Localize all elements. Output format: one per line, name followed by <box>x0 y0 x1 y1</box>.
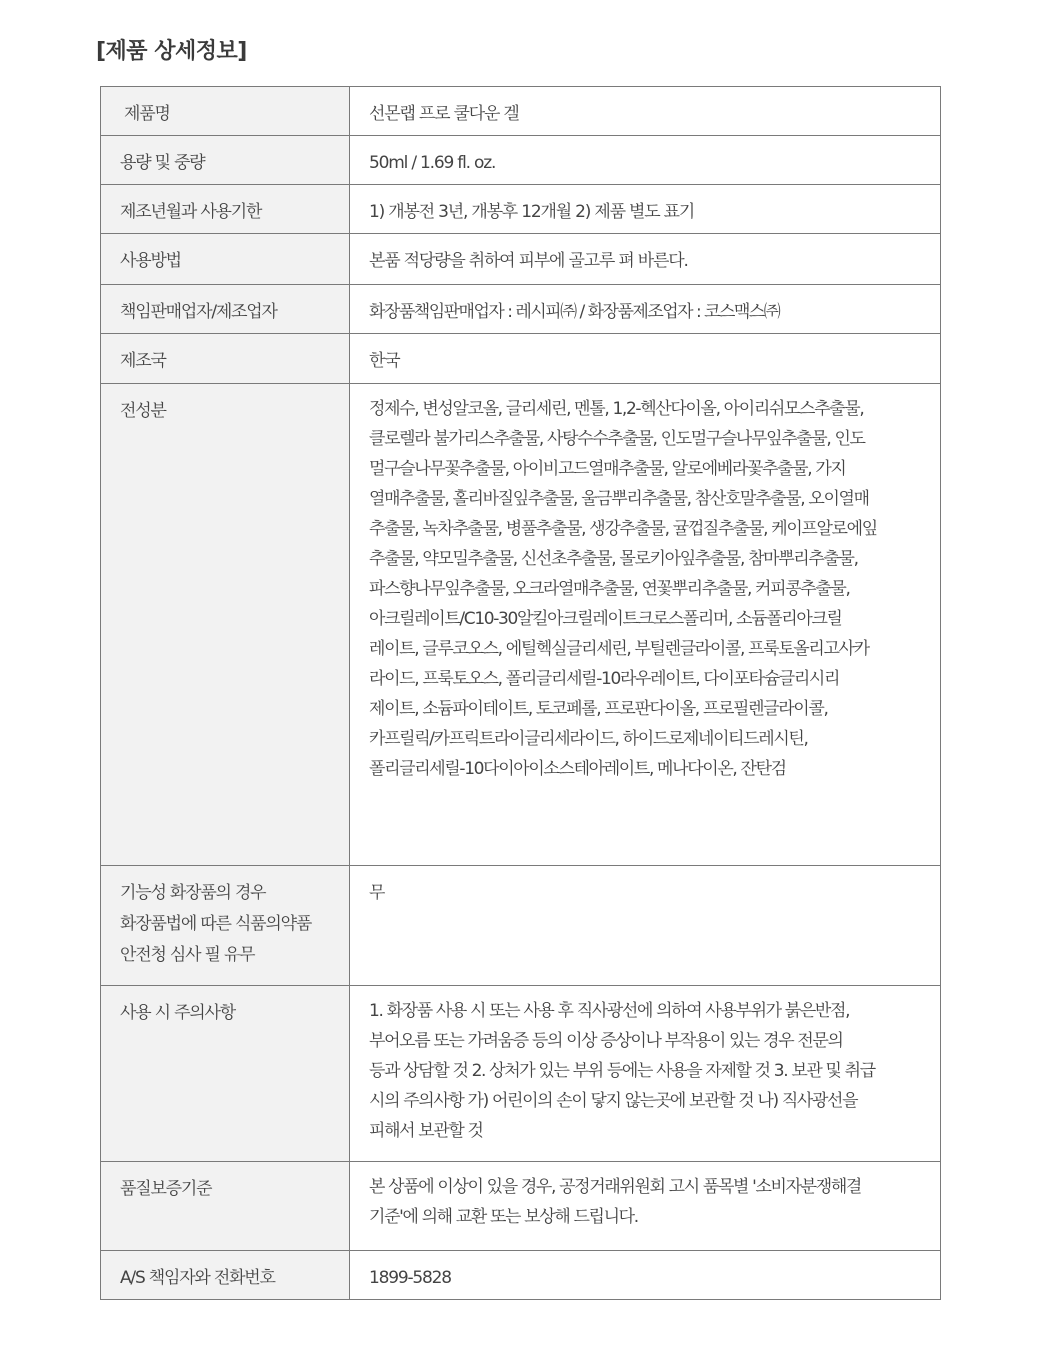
table-row-functional <box>101 866 941 986</box>
table-row-as-contact <box>101 1251 941 1300</box>
table-row-ingredients <box>101 384 941 866</box>
row-label: 품질보증기준 <box>101 1162 350 1251</box>
row-label: 용량 및 중량 <box>101 136 350 185</box>
row-value: 무 <box>350 866 941 986</box>
row-label: 사용방법 <box>101 234 350 285</box>
table-row-product-name <box>101 87 941 136</box>
row-label: A/S 책임자와 전화번호 <box>101 1251 350 1300</box>
table-row-country <box>101 334 941 384</box>
row-value: 선몬랩 프로 쿨다운 겔 <box>350 87 941 136</box>
row-label: 제품명 <box>101 87 350 136</box>
row-value: 화장품책임판매업자 : 레시피㈜ / 화장품제조업자 : 코스맥스㈜ <box>350 285 941 334</box>
table-row-volume <box>101 136 941 185</box>
row-value: 정제수, 변성알코올, 글리세린, 멘톨, 1,2-헥산다이올, 아이리쉬모스추출물, 클로렐라 불가리스추출물, 사탕수수추출물, 인도멀구슬나무잎추출물, 인도 멀구슬나무꽃추출물, 아이비고드열매추출물, 알로에베라꽃추출물, 가지 열매추출물, 홀리바질잎추출물, 울금뿌리추출물, 참산호말추출물, 오이열매 추출물, 녹차추출물, 병풀추출물, 생강추출물, 귤껍질추출물, 케이프알로에잎 추출물, 약모밀추출물, 신선초추출물, 몰로키아잎추출물, 참마뿌리추출물, 파스향나무잎추출물, 오크라열매추출물, 연꽃뿌리추출물, 커피콩추출물, 아크릴레이트/C10-30알킬아크릴레이트크로스폴리머, 소듐폴리아크릴 레이트, 글루코오스, 에틸헥실글리세린, 부틸렌글라이콜, 프룩토올리고사카 라이드, 프룩토오스, 폴리글리세릴-10라우레이트, 다이포타슘글리시리 제이트, 소듐파이테이트, 토코페롤, 프로판다이올, 프로필렌글라이콜, 카프릴릭/카프릭트라이글리세라이드, 하이드로제네이티드레시틴, 폴리글리세릴-10다이아이소스테아레이트, 메나다이온, 잔탄검 <box>350 384 941 866</box>
table-row-quality <box>101 1162 941 1251</box>
row-label: 제조국 <box>101 334 350 384</box>
page-title: [제품 상세정보] <box>96 39 247 64</box>
row-value: 1. 화장품 사용 시 또는 사용 후 직사광선에 의하여 사용부위가 붉은반점, 부어오름 또는 가려움증 등의 이상 증상이나 부작용이 있는 경우 전문의 등과 상담할 것 2. 상처가 있는 부위 등에는 사용을 자제할 것 3. 보관 및 취급 시의 주의사항 가) 어린이의 손이 닿지 않는곳에 보관할 것 나) 직사광선을 피해서 보관할 것 <box>350 986 941 1162</box>
row-label: 사용 시 주의사항 <box>101 986 350 1162</box>
table-row-usage <box>101 234 941 285</box>
row-value: 1) 개봉전 3년, 개봉후 12개월 2) 제품 별도 표기 <box>350 185 941 234</box>
row-label: 제조년월과 사용기한 <box>101 185 350 234</box>
row-value: 50ml / 1.69 fl. oz. <box>350 136 941 185</box>
row-label: 전성분 <box>101 384 350 866</box>
row-value: 한국 <box>350 334 941 384</box>
table-row-manufacturer <box>101 285 941 334</box>
row-label: 책임판매업자/제조업자 <box>101 285 350 334</box>
table-row-precautions <box>101 986 941 1162</box>
row-value: 본 상품에 이상이 있을 경우, 공정거래위원회 고시 품목별 '소비자분쟁해결 기준'에 의해 교환 또는 보상해 드립니다. <box>350 1162 941 1251</box>
row-value: 본품 적당량을 취하여 피부에 골고루 펴 바른다. <box>350 234 941 285</box>
table-row-expiry <box>101 185 941 234</box>
row-label: 기능성 화장품의 경우 화장품법에 따른 식품의약품 안전청 심사 필 유무 <box>101 866 350 986</box>
row-value: 1899-5828 <box>350 1251 941 1300</box>
product-detail-table <box>100 86 941 1300</box>
